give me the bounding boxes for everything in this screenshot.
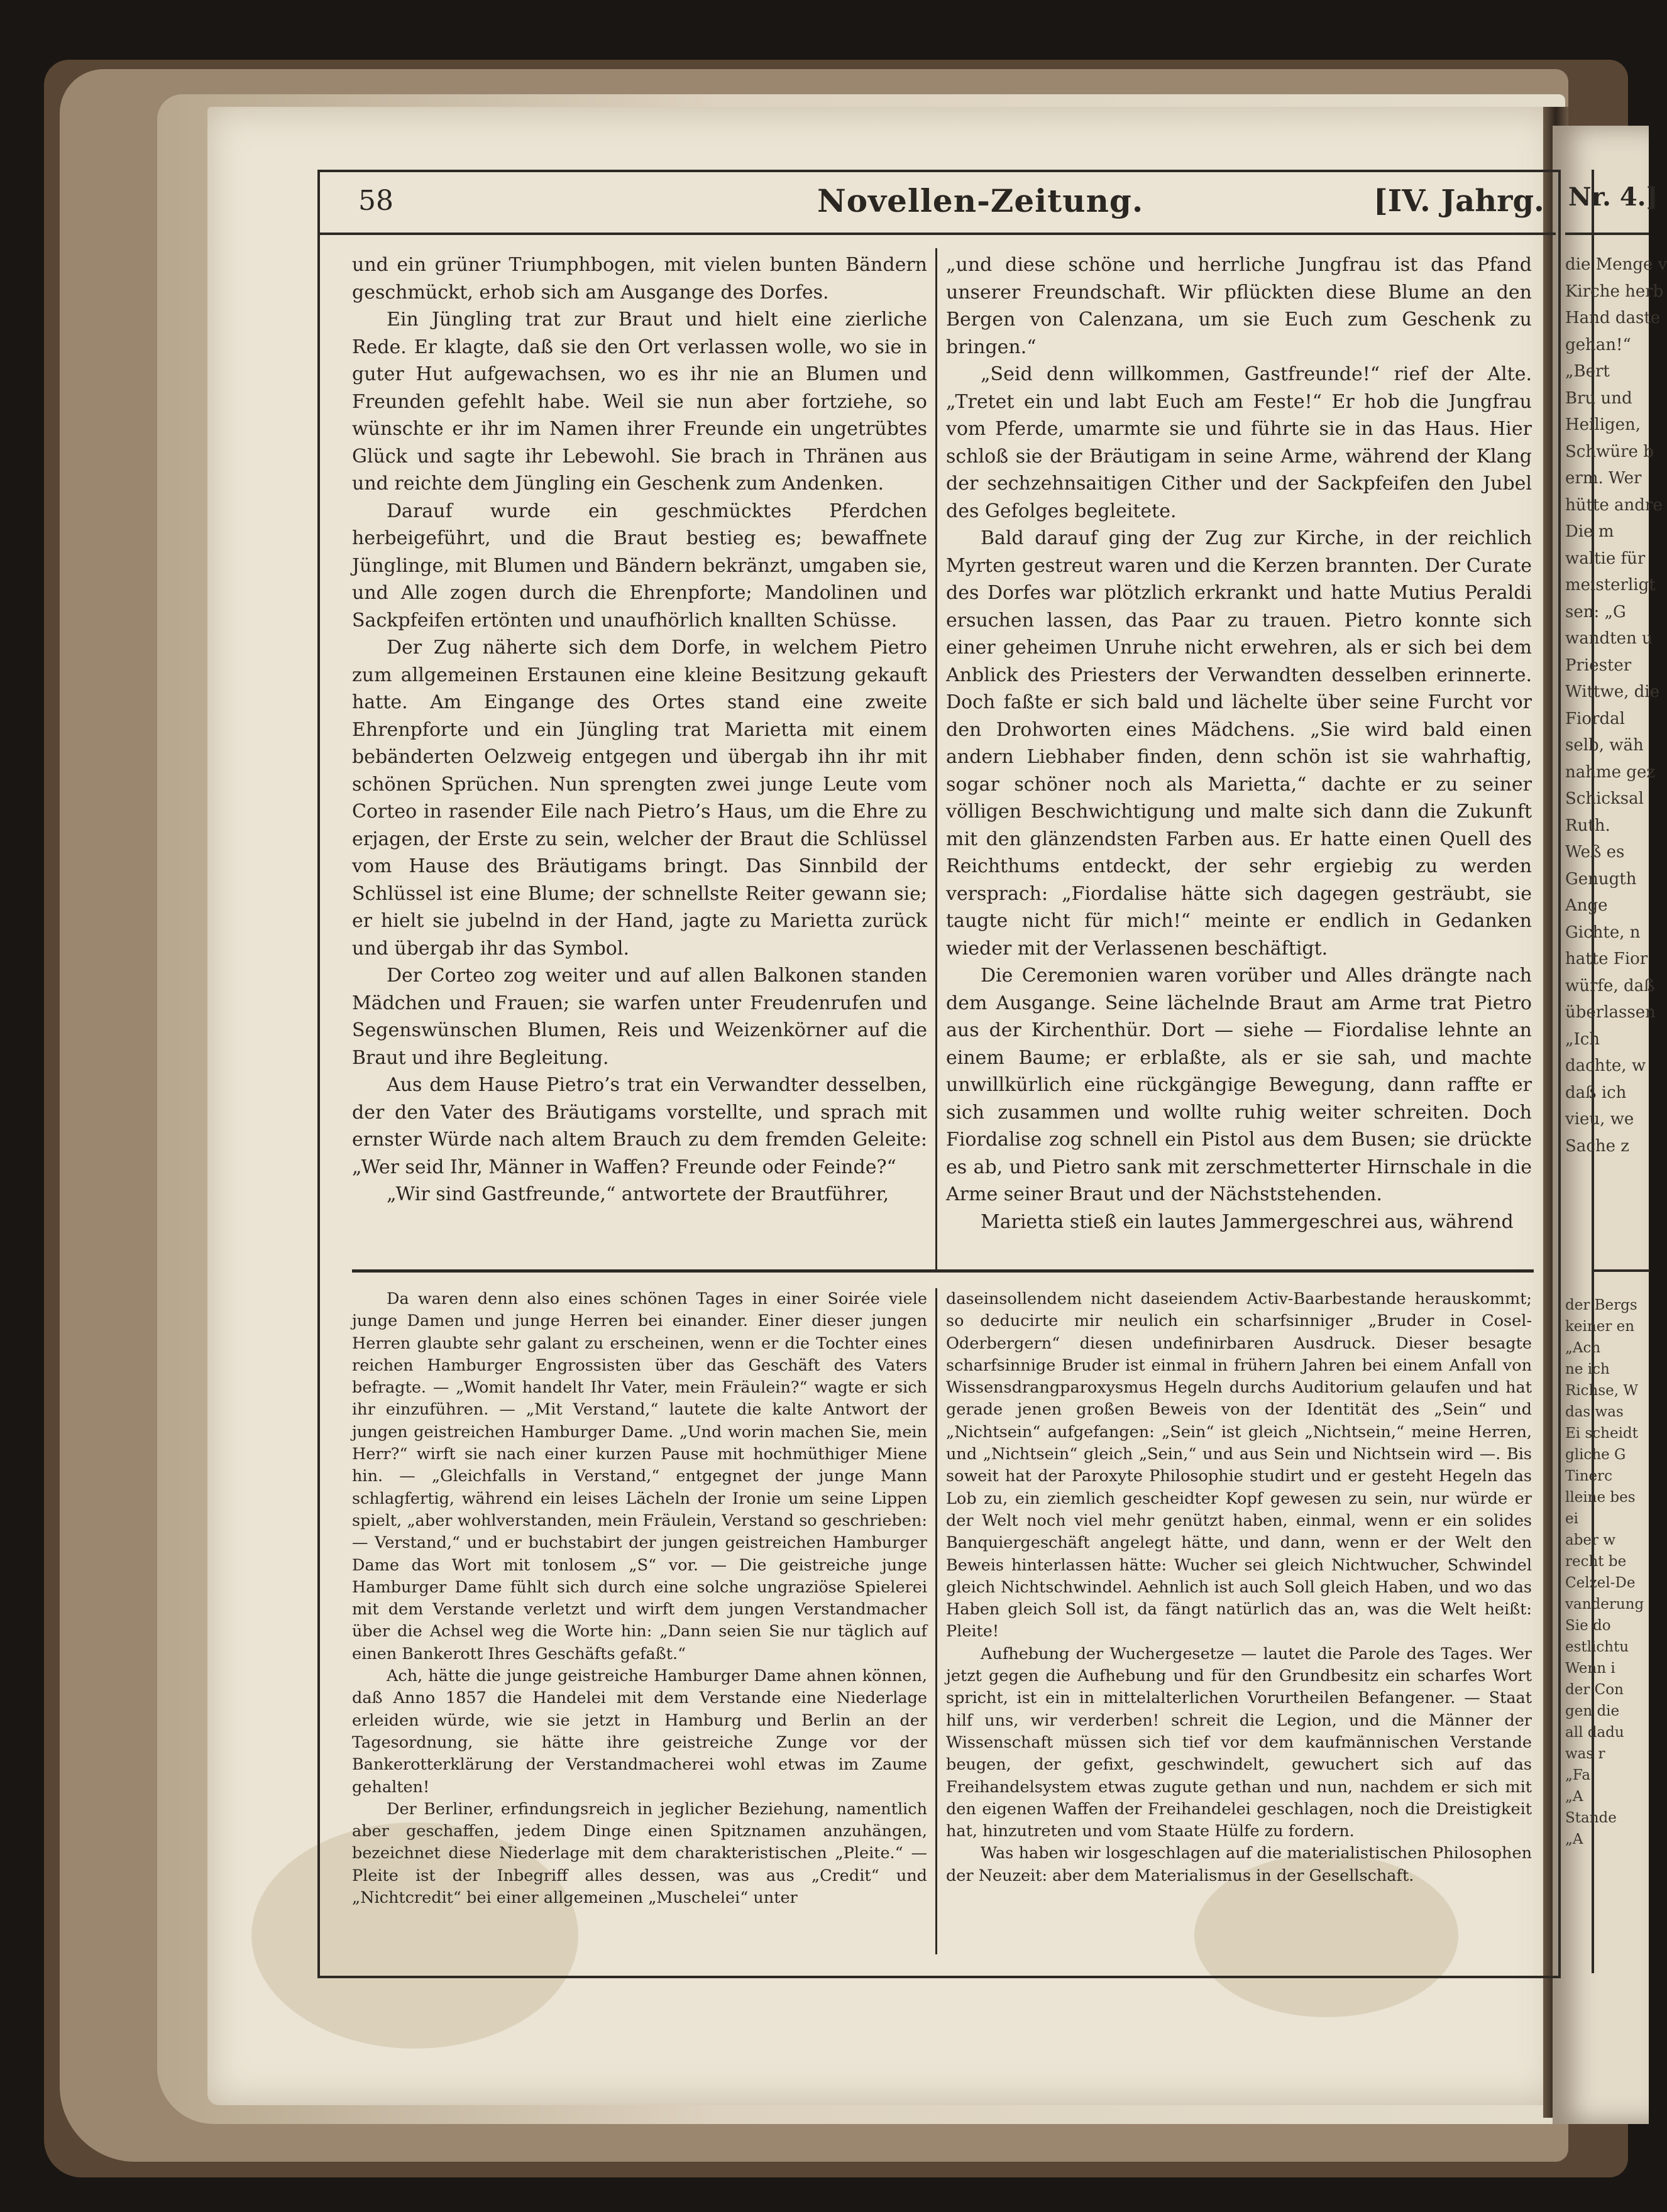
paragraph: Ein Jüngling trat zur Braut und hielt eine zierliche Rede. Er klagte, daß sie den Ort verlassen wolle, wo sie in guter Hut aufgewachsen, wo es ihr nie an Blumen und Freunden gefehlt habe. Weil sie nun aber fortziehe, so wünschte er ihr im Namen ihrer Freunde ein ungetrübtes Glück und sagte ihr Lebewohl. Sie brach in Thränen aus und reichte dem Jüngling ein Geschenk zum Andenken. [352, 309, 927, 495]
next-page-line: Richse, W [1565, 1382, 1639, 1399]
next-page-header-rule [1565, 233, 1649, 235]
paragraph: Aufhebung der Wuchergesetze — lautet die Parole des Tages. Wer jetzt gegen die Aufhebung und für den Grundbesitz ein scharfes Wort spricht, ist ein in mittelalterlichen Vorurtheilen Befangener. — Staat hilf uns, wir verderben! schreit die Legion, und die Männer der Wissenschaft müssen sich tief vor dem kaufmännischen Verstande beugen, der gefixt, geschwindelt, gewuchert sich auf das Freihandelsystem etwas zugute gethan und nun, nachdem er sich mit den eigenen Waffen der Freihandelei geschlagen, noch die Dreistigkeit hat, hinzutreten und vom Staate Hülfe zu fordern. [946, 1644, 1532, 1841]
next-page-line: Priester [1565, 655, 1632, 675]
next-page-line: die Menge v [1565, 255, 1667, 274]
next-page-line: Wittwe, die [1565, 682, 1659, 701]
next-page-line: was r [1565, 1746, 1605, 1762]
section-rule [352, 1269, 1534, 1273]
paragraph: „Wir sind Gastfreunde,“ antwortete der Brautführer, [387, 1183, 889, 1205]
paragraph: Ach, hätte die junge geistreiche Hamburger Dame ahnen können, daß Anno 1857 die Handelei mit dem Verstande eine Niederlage erleiden würde, wie sie jetzt in Hamburg und Berlin an der Tagesordnung, sie hätte ihre geistreiche Zunge vor der Bankerotterklärung der Verstandmacherei wohl etwas im Zaume gehalten! [352, 1667, 927, 1797]
next-page-line: Kirche herb [1565, 282, 1664, 301]
next-page-lower-text [1565, 1295, 1647, 1850]
next-page-line: nahme gez [1565, 762, 1656, 782]
next-page-line: Sache z [1565, 1136, 1629, 1156]
column-rule-upper [935, 248, 937, 1273]
next-page-line: Ange [1565, 896, 1608, 915]
paragraph: Der Zug näherte sich dem Dorfe, in welchem Pietro zum allgemeinen Erstaunen eine kleine Besitzung gekauft hatte. Am Eingange des Ortes stand eine zweite Ehrenpforte und ein Jüngling trat Marietta mit einem bebänderten Oelzweig entgegen und übergab ihn ihr mit schönen Sprüchen. Nun sprengten zwei junge Leute vom Corteo in rasender Eile nach Pietro’s Haus, um die Ehre zu erjagen, der Erste zu sein, welcher der Braut die Schlüssel vom Hause des Bräutigams bringt. Das Sinnbild der Schlüssel ist eine Blume; der schnellste Reiter gewann sie; er hielt sie jubelnd in der Hand, jagte zu Marietta zurück und übergab ihr das Symbol. [352, 637, 927, 960]
next-page-line: aber w [1565, 1532, 1616, 1548]
next-page-line: Fiordal [1565, 709, 1625, 728]
next-page-line: wandten u [1565, 629, 1653, 648]
next-page-line: Sie do [1565, 1618, 1611, 1634]
next-page-line: Celzel-De [1565, 1575, 1636, 1591]
next-page-line: „Bert [1565, 362, 1610, 381]
next-page-line: Wenn i [1565, 1660, 1615, 1677]
next-page-line: der Bergs [1565, 1297, 1637, 1313]
next-page-line: vieu, we [1565, 1110, 1634, 1129]
volume-year: [IV. Jahrg. [1373, 183, 1544, 219]
next-page-upper-text [1565, 251, 1667, 1159]
next-page-line: vanderung [1565, 1596, 1644, 1612]
next-page-line: hütte andre [1565, 495, 1663, 515]
paragraph: „Seid denn willkommen, Gastfreunde!“ rief der Alte. „Tretet ein und labt Euch am Feste!“ Er hob die Jungfrau vom Pferde, umarmte sie und führte sie in das Haus. Hier schloß sie der Bräutigam in seine Arme, während der Klang der sechzehnsaitigen Cither und der Sackpfeifen den Jubel des Gefolges begleitete. [946, 363, 1532, 522]
next-page-line: hatte Fior [1565, 950, 1648, 968]
next-page-line: Gichte, n [1565, 923, 1641, 942]
next-page-line: gehan!“ [1565, 335, 1631, 354]
next-page-line: „Ich [1565, 1029, 1600, 1049]
next-page-line: „A [1565, 1831, 1583, 1848]
next-page-line: überlassen [1565, 1003, 1656, 1022]
next-page-line: meisterligt [1565, 576, 1656, 594]
next-page-line: selb, wäh [1565, 736, 1644, 755]
next-page-line: erm. Wer [1565, 469, 1642, 488]
feuilleton-column-right [946, 1288, 1532, 1957]
paragraph: Da waren denn also eines schönen Tages in einer Soirée viele junge Damen und junge Herren bei einander. Einer dieser jungen Herren glaubte sehr galant zu erscheinen, wenn er die Tochter eines reichen Hamburger Engrossisten über das Geschäft des Vaters befragte. — „Womit handelt Ihr Vater, mein Fräulein?“ wagte er sich ihr einzuführen. — „Mit Verstand,“ lautete die kalte Antwort der jungen geistreichen Hamburger Dame. „Und worin machen Sie, mein Herr?“ wirft sie nach einer kurzen Pause mit hochmüthiger Miene hin. — „Gleichfalls in Verstand,“ entgegnet der junge Mann schlagfertig, während ein leises Lächeln der Ironie um seine Lippen spielt, „aber wohlverstanden, mein Fräulein, Verstand so geschrieben: — Verstand,“ und er buchstabirt der jungen geistreichen Hamburger Dame das Wort mit tonlosem „S“ vor. — Die geistreiche junge Hamburger Dame fühlt sich durch eine solche ungraziöse Spielerei mit dem Verstande verletzt und wirft dem jungen Verstandmacher über die Achsel weg die Worte hin: „Dann seien Sie nur täglich auf einen Bankerott Ihres Geschäfts gefaßt.“ [352, 1289, 927, 1663]
page-number: 58 [358, 185, 393, 217]
next-page-line: waltie für [1565, 549, 1646, 568]
novella-column-left [352, 251, 927, 1263]
next-page-line: Ei scheidt [1565, 1425, 1638, 1442]
next-page-line: Die m [1565, 522, 1614, 541]
next-page-header: Nr. 4.] [1568, 182, 1658, 212]
next-page-line: Bru und [1565, 388, 1632, 408]
novella-column-right [946, 251, 1532, 1263]
paragraph: daseinsollendem nicht daseiendem Activ-Baarbestande herauskommt; so deducirte mir neulich ein scharfsinniger „Bruder in Cosel-Oderbergern“ diesen undefinirbaren Ausdruck. Dieser besagte scharfsinnige Bruder ist einmal in frühern Jahren bei einem Anfall von Wissensdrangparoxysmus Hegeln durchs Auditorium gelaufen und hat gerade jenen großen Beweis von der Identität des „Sein“ und „Nichtsein“ aufgefangen: „Sein“ ist gleich „Nichtsein,“ meine Herren, und „Nichtsein“ gleich „Sein,“ und aus Sein und Nichtsein wird —. Bis soweit hat der Paroxyte Philosophie studirt und er gesteht Hegeln das Lob zu, ein ziemlich gescheidter Kopf gewesen zu sein, nur würde er der Welt noch viel mehr genützt haben, einmal, wenn er ein solides Banquiergeschäft angelegt hätte, und dann, wenn er der Welt den Beweis hinterlassen hätte: Wucher sei gleich Nichtwucher, Schwindel gleich Nichtschwindel. Aehnlich ist auch Soll gleich Haben, und wo das Haben gleich Soll ist, da fängt natürlich das an, was die Welt heißt: Pleite! [946, 1289, 1532, 1641]
next-page-line: all dadu [1565, 1724, 1624, 1741]
next-page-line: Heiligen, [1565, 415, 1641, 434]
next-page-line: Genugth [1565, 869, 1637, 889]
feuilleton-column-left [352, 1288, 927, 1957]
next-page-line: der Con [1565, 1682, 1624, 1698]
paragraph: Bald darauf ging der Zug zur Kirche, in der reichlich Myrten gestreut waren und die Kerzen brannten. Der Curate des Dorfes war plötzlich erkrankt und hatte Mutius Peraldi ersuchen lassen, das Paar zu trauen. Pietro konnte sich einer geheimen Unruhe nicht erwehren, als er sich bei dem Anblick des Priesters der Verwandten desselben erinnerte. Doch faßte er sich bald und lächelte über seine Furcht vor den Drohworten eines Mädchens. „Sie wird bald einen andern Liebhaber finden, denn schön ist sie wahrhaftig, sogar schöner noch als Marietta,“ dachte er zu seiner völligen Beschwichtigung und malte sich dann die Zukunft mit den glänzendsten Farben aus. Er hatte einen Quell des Reichthums entdeckt, der sehr ergiebig zu werden versprach: „Fiordalise hätte sich dagegen gesträubt, sie taugte nicht für mich!“ meinte er endlich in Gedanken wieder mit der Verlassenen beschäftigt. [946, 527, 1532, 960]
next-page-line: dachte, w [1565, 1056, 1646, 1075]
column-rule-lower [935, 1288, 937, 1954]
next-page-line: ei [1565, 1511, 1578, 1527]
next-page-line: würfe, daß [1565, 976, 1655, 995]
next-page-line: das was [1565, 1404, 1624, 1420]
paragraph: Die Ceremonien waren vorüber und Alles drängte nach dem Ausgange. Seine lächelnde Braut am Arme trat Pietro aus der Kirchenthür. Dort — siehe — Fiordalise lehnte an einem Baume; er erblaßte, als er sie sah, und machte unwillkürlich eine rückgängige Bewegung, dann raffte er sich zusammen und wollte ruhig weiter schreiten. Doch Fiordalise zog schnell ein Pistol aus dem Busen; sie drückte es ab, und Pietro sank mit zerschmetterter Hirnschale in die Arme seiner Braut und der Nächststehenden. [946, 965, 1532, 1205]
next-page-line: gliche G [1565, 1447, 1626, 1463]
next-page-line: Schwüre b [1565, 442, 1654, 461]
next-page-line: „Ach [1565, 1340, 1601, 1356]
next-page-line: „A [1565, 1788, 1583, 1805]
next-page-line: keiner en [1565, 1318, 1635, 1335]
next-page-section-rule [1593, 1269, 1650, 1272]
next-page-line: Tinerc [1565, 1468, 1612, 1484]
next-page-line: Stande [1565, 1810, 1617, 1826]
paragraph: Aus dem Hause Pietro’s trat ein Verwandter desselben, der den Vater des Bräutigams vorstellte, und sprach mit ernster Würde nach altem Brauch zu dem fremden Geleite: „Wer seid Ihr, Männer in Waffen? Freunde oder Feinde?“ [352, 1074, 927, 1178]
paragraph: Der Berliner, erfindungsreich in jeglicher Beziehung, namentlich aber geschaffen, jedem Dinge einen Spitznamen anzuhängen, bezeichnet diese Niederlage mit dem charakteristischen „Pleite.“ — Pleite ist der Inbegriff alles dessen, was aus „Credit“ und „Nichtcredit“ bei einer allgemeinen „Muschelei“ unter [352, 1799, 927, 1908]
next-page-line: lleine bes [1565, 1489, 1636, 1506]
next-page-line: „Fa [1565, 1767, 1591, 1783]
journal-title: Novellen-Zeitung. [817, 182, 1144, 219]
next-page-line: Weß es [1565, 843, 1625, 862]
paragraph: Der Corteo zog weiter und auf allen Balkonen standen Mädchen und Frauen; sie warfen unter Freudenrufen und Segenswünschen Blumen, Reis und Weizenkörner auf die Braut und ihre Begleitung. [352, 965, 927, 1069]
paragraph: „und diese schöne und herrliche Jungfrau ist das Pfand unserer Freundschaft. Wir pflückten diese Blume an den Bergen von Calenzana, um sie Euch zum Geschenk zu bringen.“ [946, 254, 1532, 358]
next-page-line: estlichtu [1565, 1639, 1629, 1655]
next-page-line: gen die [1565, 1703, 1620, 1719]
next-page-line: Hand daste [1565, 309, 1661, 327]
next-page-line: Schicksal [1565, 789, 1644, 808]
next-page-line: Ruth. [1565, 816, 1610, 835]
header-rule [317, 233, 1556, 235]
paragraph: Darauf wurde ein geschmücktes Pferdchen herbeigeführt, und die Braut bestieg es; bewaffnete Jünglinge, mit Blumen und Bändern bekränzt, umgaben sie, und Alle zogen durch die Ehrenpforte; Mandolinen und Sackpfeifen ertönten und unaufhörlich knallten Schüsse. [352, 500, 927, 632]
paragraph: und ein grüner Triumphbogen, mit vielen bunten Bändern geschmückt, erhob sich am Ausgange des Dorfes. [352, 254, 927, 304]
next-page-line: ne ich [1565, 1361, 1610, 1377]
paragraph: Was haben wir losgeschlagen auf die materialistischen Philosophen der Neuzeit: aber dem Materialismus in der Gesellschaft. [946, 1844, 1532, 1885]
paragraph: Marietta stieß ein lautes Jammergeschrei aus, während [981, 1210, 1514, 1233]
next-page-line: sen: „G [1565, 602, 1626, 621]
next-page-line: recht be [1565, 1553, 1627, 1570]
next-page-line: daß ich [1565, 1083, 1627, 1102]
